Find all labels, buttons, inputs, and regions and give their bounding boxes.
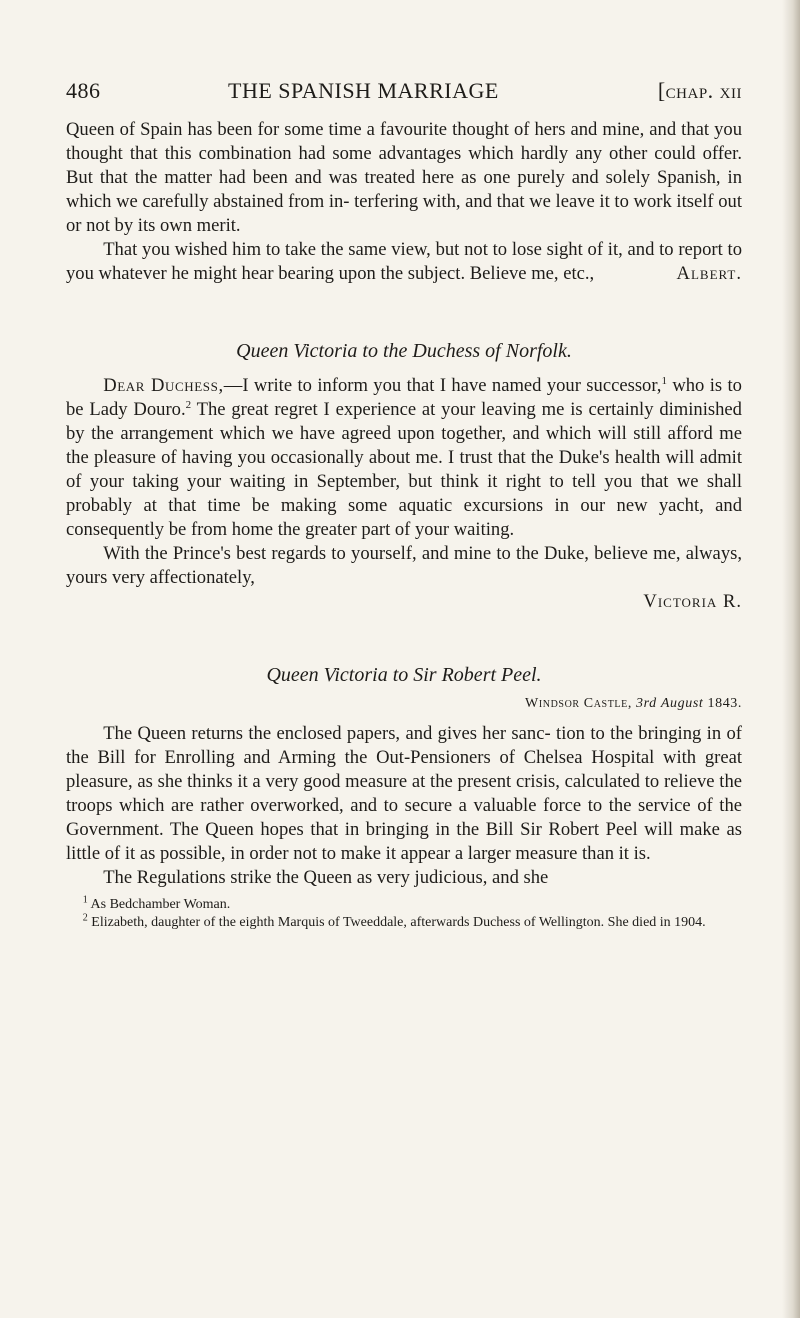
- letter-peel-paragraph-1: The Queen returns the enclosed papers, and gives her sanc- tion to the bringing in of the Bill for Enrolling and Arming the Out-Pensioners of Chelsea Hospital with great pleasure, as she thinks it a very good measure at the present crisis, calculated to relieve the troops which are rather overworked, and to secure a valuable force to the service of the Government. The Queen hopes that in bringing in the Bill Sir Robert Peel will make as little of it as possible, in order not to make it appear a larger measure than it is.: [66, 723, 742, 864]
- signature-victoria: Victoria R.: [643, 591, 742, 612]
- dateline-place: Windsor Castle,: [525, 696, 632, 711]
- salutation: Dear Duchess,: [103, 375, 224, 396]
- footnotes: [66, 896, 742, 932]
- letter-duchess-paragraph-2: With the Prince's best regards to yourself, and mine to the Duke, believe me, always, yours very affectionately,: [66, 543, 742, 588]
- letter-heading-peel: Queen Victoria to Sir Robert Peel.: [266, 664, 542, 686]
- footnote-1-text: As Bedchamber Woman.: [87, 897, 231, 912]
- dateline-day: 3rd: [636, 696, 657, 711]
- page-edge-shadow: [782, 0, 800, 1318]
- letter-albert-paragraph-1: Queen of Spain has been for some time a favourite thought of hers and mine, and that you thought that this combination had some advantages which hardly any other could offer. But that the matter had been and was treated here as one purely and solely Spanish, in which we carefully abstained from in- terfering with, and that we leave it to work itself out or not by its own merit.: [66, 119, 742, 236]
- footnote-2-text: Elizabeth, daughter of the eighth Marquis of Tweeddale, afterwards Duchess of Wellington. She died in 1904.: [87, 915, 706, 930]
- letter-albert-paragraph-2-text: That you wished him to take the same view, but not to lose sight of it, and to report to you whatever he might hear bearing upon the subject. Believe me, etc.,: [66, 239, 742, 284]
- letter-duchess-body-b: who is to be Lady Douro.: [66, 375, 742, 420]
- letter-albert: [66, 118, 742, 286]
- letter-albert-paragraph-2: [66, 238, 742, 286]
- footnote-1-marker: 1: [82, 894, 88, 906]
- letter-duchess-body-c: The great regret I experience at your leaving me is certainly diminished by the arrangement which we have agreed upon together, and which will still afford me the pleasure of having you occasionally about me. I trust that the Duke's health will admit of your taking your waiting in September, but think it right to tell you that we shall probably at that time be making some aquatic excursions in our new yacht, and consequently be from home the greater part of your waiting.: [66, 399, 742, 540]
- letter-peel-paragraph-2: The Regulations strike the Queen as very judicious, and she: [103, 867, 549, 888]
- letter-heading-duchess: Queen Victoria to the Duchess of Norfolk.: [236, 340, 572, 362]
- footnote-ref-1: 1: [661, 374, 667, 387]
- letter-duchess-of-norfolk: [66, 338, 742, 614]
- letter-duchess-body-a: —I write to inform you that I have named your successor,: [223, 375, 662, 396]
- footnote-2: [66, 914, 742, 932]
- chapter-marker: [chap. xii: [657, 78, 742, 103]
- text-column: [66, 78, 742, 932]
- letter-duchess-paragraph-1: [66, 374, 742, 542]
- dateline-month: August: [660, 696, 704, 711]
- footnote-ref-2: 2: [185, 398, 192, 411]
- letter-sir-robert-peel: [66, 662, 742, 890]
- page-number: 486: [66, 78, 101, 103]
- footnote-2-marker: 2: [82, 912, 88, 924]
- running-title: THE SPANISH MARRIAGE: [228, 78, 499, 103]
- signature-albert: Albert.: [676, 263, 742, 284]
- footnote-1: [66, 896, 742, 914]
- dateline: [66, 694, 742, 714]
- dateline-year: 1843.: [707, 696, 742, 711]
- running-head: [66, 78, 742, 118]
